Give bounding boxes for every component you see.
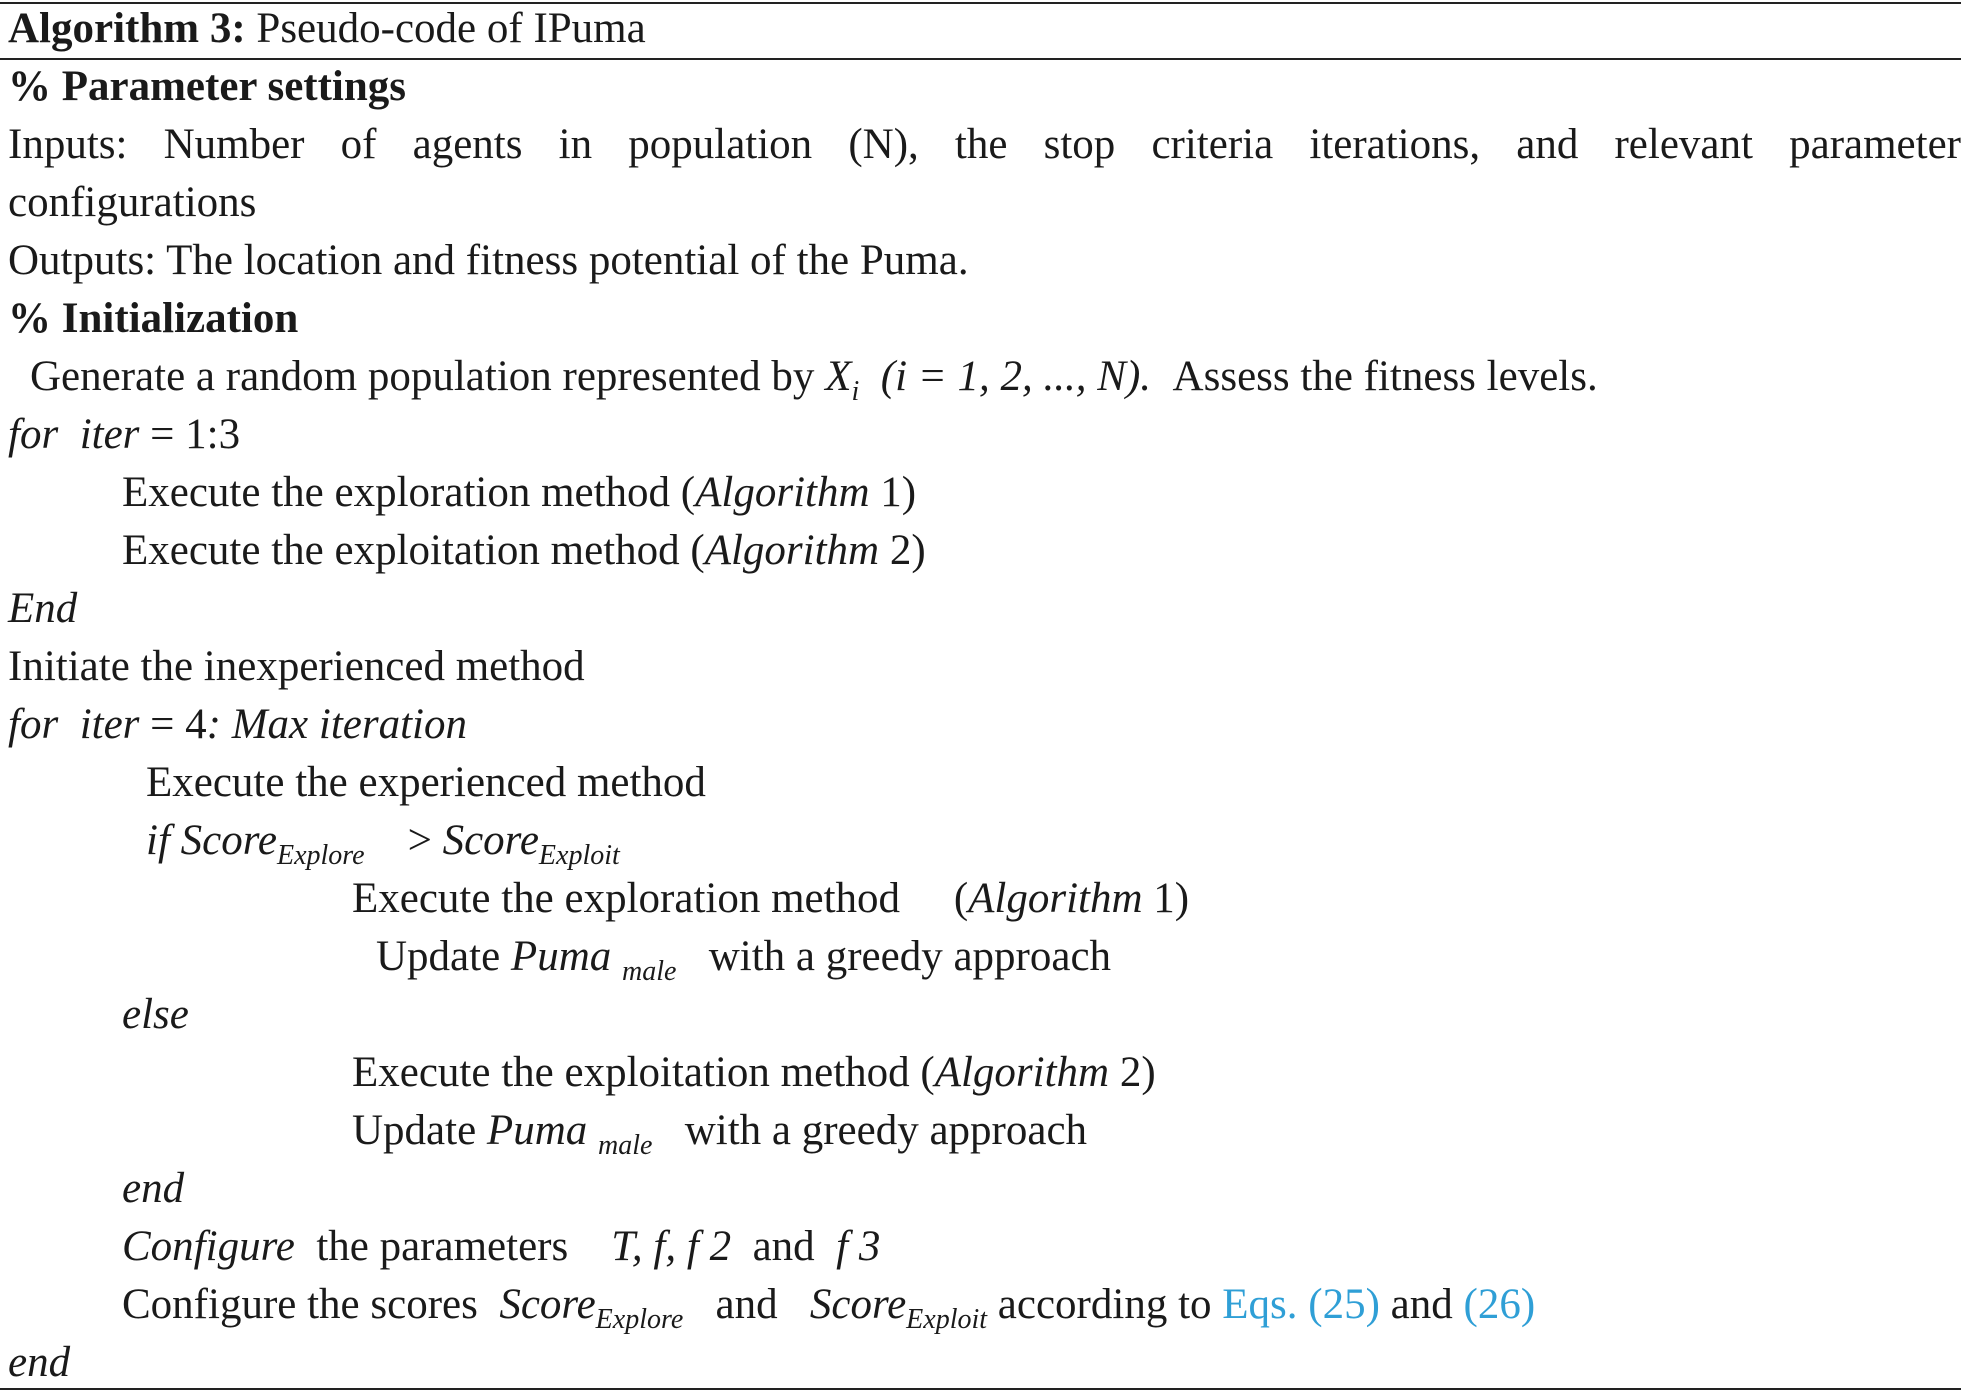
inputs-line-1: Inputs: Number of agents in population (N), the stop criteria iterations, and relevant parameter	[8, 121, 1961, 168]
end-for-1: End	[8, 585, 78, 632]
algorithm-label: Algorithm 3:	[8, 5, 246, 52]
configure-scores: Configure the scores Score$_{Explore}$ and Score$_{Exploit}$ according to Eqs. (25) and (26)	[122, 1281, 1536, 1335]
exec-exploitation-2: Execute the exploitation method (Algorithm 2)	[352, 1049, 1156, 1096]
exec-exploration-2: Execute the exploration method (Algorithm 1)	[352, 875, 1190, 922]
for-loop-2: for iter = 4: Max iteration	[8, 701, 468, 748]
for-loop-1: for iter = 1:3	[8, 411, 241, 458]
update-puma-1: Update Puma $_{male}$ with a greedy approach	[376, 933, 1112, 987]
equation-26-link[interactable]: (26)	[1463, 1281, 1536, 1328]
equation-25-link[interactable]: Eqs. (25)	[1222, 1281, 1380, 1328]
algorithm-caption: Pseudo-code of IPuma	[256, 5, 646, 52]
exec-exploration-1: Execute the exploration method (Algorithm 1)	[122, 469, 917, 516]
exec-experienced: Execute the experienced method	[146, 759, 706, 806]
inputs-line-2: configurations	[8, 179, 257, 226]
parameter-settings-heading: % Parameter settings	[8, 63, 407, 110]
outputs-line: Outputs: The location and fitness potential of the Puma.	[8, 237, 969, 284]
update-puma-2: Update Puma $_{male}$ with a greedy approach	[352, 1107, 1088, 1161]
end-if: end	[122, 1165, 185, 1212]
configure-parameters: Configure the parameters T, f, f 2 and f 3	[122, 1223, 881, 1270]
end-for-2: end	[8, 1339, 71, 1386]
initialization-heading: % Initialization	[8, 295, 299, 342]
exec-exploitation-1: Execute the exploitation method (Algorithm 2)	[122, 527, 926, 574]
generate-line: Generate a random population represented by $X_i$ (i = 1, 2, ..., N). Assess the fitness levels.	[30, 353, 1598, 407]
initiate-line: Initiate the inexperienced method	[8, 643, 585, 690]
else-keyword: else	[122, 991, 189, 1038]
if-condition: if Score$_{Explore}$ > Score$_{Exploit}$	[146, 817, 620, 871]
algorithm-title	[8, 0, 1961, 58]
